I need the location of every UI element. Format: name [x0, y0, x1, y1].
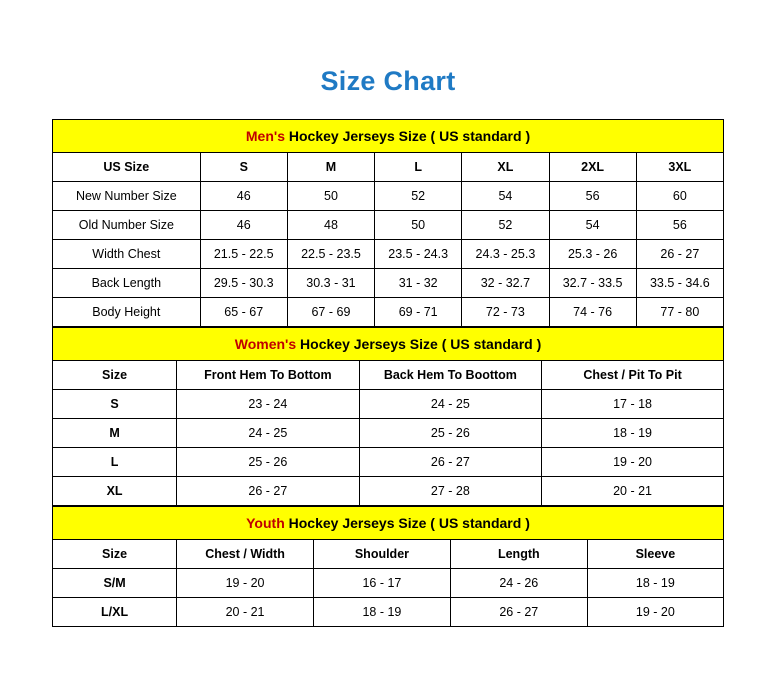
mens-row-2-val-5: 26 - 27	[636, 240, 723, 269]
womens-row-3-label: XL	[53, 477, 177, 506]
mens-row-4-val-5: 77 - 80	[636, 298, 723, 327]
youth-size-table	[52, 506, 724, 627]
womens-row-2-label: L	[53, 448, 177, 477]
mens-col-4: XL	[462, 153, 549, 182]
womens-section-header-row	[53, 328, 724, 361]
youth-row-0-label: S/M	[53, 569, 177, 598]
table-row	[53, 419, 724, 448]
mens-col-2: M	[287, 153, 374, 182]
youth-row-1-val-2: 26 - 27	[450, 598, 587, 627]
womens-header-accent: Women's	[234, 336, 297, 352]
womens-table-wrapper	[52, 327, 724, 506]
womens-col-2: Back Hem To Boottom	[359, 361, 542, 390]
mens-header-rest: Hockey Jerseys Size ( US standard )	[285, 128, 531, 144]
table-row	[53, 298, 724, 327]
youth-header-accent: Youth	[246, 515, 285, 531]
womens-row-1-label: M	[53, 419, 177, 448]
youth-col-2: Shoulder	[314, 540, 451, 569]
table-row	[53, 240, 724, 269]
mens-row-4-val-1: 67 - 69	[287, 298, 374, 327]
mens-row-0-val-5: 60	[636, 182, 723, 211]
table-row	[53, 211, 724, 240]
womens-row-0-val-1: 24 - 25	[359, 390, 542, 419]
table-row	[53, 569, 724, 598]
table-row	[53, 598, 724, 627]
mens-row-1-val-4: 54	[549, 211, 636, 240]
mens-row-0-val-3: 54	[462, 182, 549, 211]
mens-row-0-label: New Number Size	[53, 182, 201, 211]
youth-row-0-val-0: 19 - 20	[177, 569, 314, 598]
table-row	[53, 390, 724, 419]
mens-row-4-val-2: 69 - 71	[375, 298, 462, 327]
mens-row-3-label: Back Length	[53, 269, 201, 298]
table-row	[53, 448, 724, 477]
youth-row-1-label: L/XL	[53, 598, 177, 627]
mens-row-0-val-1: 50	[287, 182, 374, 211]
mens-row-2-val-0: 21.5 - 22.5	[200, 240, 287, 269]
mens-section-header-row	[53, 120, 724, 153]
mens-col-5: 2XL	[549, 153, 636, 182]
mens-section-header	[53, 120, 724, 153]
mens-row-2-val-1: 22.5 - 23.5	[287, 240, 374, 269]
mens-row-0-val-4: 56	[549, 182, 636, 211]
womens-section-header	[53, 328, 724, 361]
mens-col-6: 3XL	[636, 153, 723, 182]
youth-col-1: Chest / Width	[177, 540, 314, 569]
womens-col-3: Chest / Pit To Pit	[542, 361, 724, 390]
youth-col-3: Length	[450, 540, 587, 569]
womens-row-0-label: S	[53, 390, 177, 419]
mens-row-1-val-2: 50	[375, 211, 462, 240]
womens-row-2-val-0: 25 - 26	[177, 448, 360, 477]
table-row	[53, 269, 724, 298]
table-row	[53, 182, 724, 211]
mens-row-2-label: Width Chest	[53, 240, 201, 269]
womens-row-3-val-1: 27 - 28	[359, 477, 542, 506]
youth-table-wrapper	[52, 506, 724, 627]
mens-row-1-val-0: 46	[200, 211, 287, 240]
womens-row-0-val-0: 23 - 24	[177, 390, 360, 419]
womens-row-3-val-2: 20 - 21	[542, 477, 724, 506]
womens-row-1-val-0: 24 - 25	[177, 419, 360, 448]
youth-section-header	[53, 507, 724, 540]
mens-row-3-val-2: 31 - 32	[375, 269, 462, 298]
youth-row-1-val-1: 18 - 19	[314, 598, 451, 627]
mens-size-table	[52, 119, 724, 327]
mens-row-2-val-3: 24.3 - 25.3	[462, 240, 549, 269]
mens-row-4-val-0: 65 - 67	[200, 298, 287, 327]
mens-row-1-label: Old Number Size	[53, 211, 201, 240]
womens-row-3-val-0: 26 - 27	[177, 477, 360, 506]
youth-col-4: Sleeve	[587, 540, 723, 569]
mens-row-3-val-3: 32 - 32.7	[462, 269, 549, 298]
tables-container	[52, 119, 724, 627]
womens-col-0: Size	[53, 361, 177, 390]
womens-column-header-row	[53, 361, 724, 390]
mens-column-header-row	[53, 153, 724, 182]
mens-row-2-val-4: 25.3 - 26	[549, 240, 636, 269]
page-title: Size Chart	[320, 66, 456, 96]
womens-col-1: Front Hem To Bottom	[177, 361, 360, 390]
womens-header-rest: Hockey Jerseys Size ( US standard )	[296, 336, 542, 352]
mens-row-3-val-4: 32.7 - 33.5	[549, 269, 636, 298]
mens-row-0-val-2: 52	[375, 182, 462, 211]
womens-row-1-val-1: 25 - 26	[359, 419, 542, 448]
mens-col-0: US Size	[53, 153, 201, 182]
womens-size-table	[52, 327, 724, 506]
mens-row-1-val-3: 52	[462, 211, 549, 240]
youth-row-1-val-0: 20 - 21	[177, 598, 314, 627]
mens-row-0-val-0: 46	[200, 182, 287, 211]
mens-row-3-val-0: 29.5 - 30.3	[200, 269, 287, 298]
table-row	[53, 477, 724, 506]
youth-row-0-val-3: 18 - 19	[587, 569, 723, 598]
mens-row-3-val-1: 30.3 - 31	[287, 269, 374, 298]
youth-col-0: Size	[53, 540, 177, 569]
youth-row-0-val-1: 16 - 17	[314, 569, 451, 598]
youth-header-rest: Hockey Jerseys Size ( US standard )	[284, 515, 530, 531]
mens-row-1-val-1: 48	[287, 211, 374, 240]
womens-row-1-val-2: 18 - 19	[542, 419, 724, 448]
mens-row-3-val-5: 33.5 - 34.6	[636, 269, 723, 298]
mens-row-4-val-3: 72 - 73	[462, 298, 549, 327]
womens-row-2-val-2: 19 - 20	[542, 448, 724, 477]
mens-row-2-val-2: 23.5 - 24.3	[375, 240, 462, 269]
mens-row-1-val-5: 56	[636, 211, 723, 240]
youth-section-header-row	[53, 507, 724, 540]
youth-row-1-val-3: 19 - 20	[587, 598, 723, 627]
mens-col-1: S	[200, 153, 287, 182]
womens-row-2-val-1: 26 - 27	[359, 448, 542, 477]
mens-col-3: L	[375, 153, 462, 182]
mens-row-4-val-4: 74 - 76	[549, 298, 636, 327]
mens-header-accent: Men's	[245, 128, 285, 144]
youth-column-header-row	[53, 540, 724, 569]
youth-row-0-val-2: 24 - 26	[450, 569, 587, 598]
mens-row-4-label: Body Height	[53, 298, 201, 327]
womens-row-0-val-2: 17 - 18	[542, 390, 724, 419]
mens-table-wrapper	[52, 119, 724, 327]
